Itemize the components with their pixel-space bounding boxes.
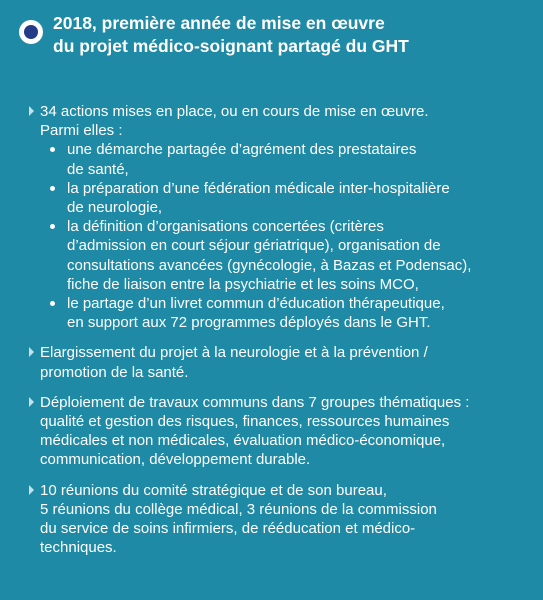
sub-item-text-line: fiche de liaison entre la psychiatrie et les soins MCO, — [67, 275, 419, 293]
sub-item-text-line: d’admission en court séjour gériatrique), organisation de — [67, 237, 441, 255]
item-text-line: promotion de la santé. — [40, 363, 189, 381]
sub-item-text-line: en support aux 72 programmes déployés dans le GHT. — [67, 314, 431, 332]
sub-item-text-line: de santé, — [67, 160, 129, 178]
sub-item-text-line: la définition d’organisations concertées (critères — [67, 218, 384, 236]
sub-list — [40, 140, 523, 332]
list-item — [0, 393, 543, 470]
item-text-line: qualité et gestion des risques, finances, ressources humaines — [40, 413, 450, 431]
item-text-line: Déploiement de travaux communs dans 7 groupes thématiques : — [40, 393, 470, 411]
list-item — [0, 343, 543, 381]
item-text-line: communication, développement durable. — [40, 451, 311, 469]
item-text-line: du service de soins infirmiers, de rééducation et médico- — [40, 520, 416, 538]
triangle-bullet-icon — [29, 397, 34, 407]
item-text-line: techniques. — [40, 539, 117, 557]
dot-bullet-icon — [50, 147, 55, 152]
sub-list-item — [40, 294, 523, 332]
triangle-bullet-icon — [29, 106, 34, 116]
sub-list-item — [40, 140, 523, 178]
item-text-line: 10 réunions du comité stratégique et de son bureau, — [40, 481, 387, 499]
section-title — [53, 12, 533, 58]
triangle-bullet-icon — [29, 485, 34, 495]
item-text-line: Elargissement du projet à la neurologie et à la prévention / — [40, 344, 428, 362]
triangle-bullet-icon — [29, 347, 34, 357]
dot-bullet-icon — [50, 224, 55, 229]
bullet-list — [0, 102, 543, 557]
sub-item-text-line: consultations avancées (gynécologie, à Bazas et Podensac), — [67, 256, 472, 274]
title-line: du projet médico-soignant partagé du GHT — [53, 36, 409, 56]
item-text-line: médicales et non médicales, évaluation médico-économique, — [40, 432, 446, 450]
sub-item-text-line: une démarche partagée d’agrément des prestataires — [67, 141, 417, 159]
sub-item-text-line: de neurologie, — [67, 199, 163, 217]
item-text-line: Parmi elles : — [40, 122, 123, 140]
circle-bullet-icon — [19, 20, 43, 44]
sub-list-item — [40, 217, 523, 294]
list-item — [0, 102, 543, 332]
dot-bullet-icon — [50, 301, 55, 306]
list-item — [0, 481, 543, 558]
dot-bullet-icon — [50, 186, 55, 191]
item-text-line: 5 réunions du collège médical, 3 réunions de la commission — [40, 500, 437, 518]
item-text-line: 34 actions mises en place, ou en cours de mise en œuvre. — [40, 103, 429, 120]
sub-item-text-line: le partage d’un livret commun d’éducation thérapeutique, — [67, 295, 445, 313]
title-line: 2018, première année de mise en œuvre — [53, 13, 385, 33]
sub-item-text-line: la préparation d’une fédération médicale inter-hospitalière — [67, 179, 450, 197]
sub-list-item — [40, 179, 523, 217]
